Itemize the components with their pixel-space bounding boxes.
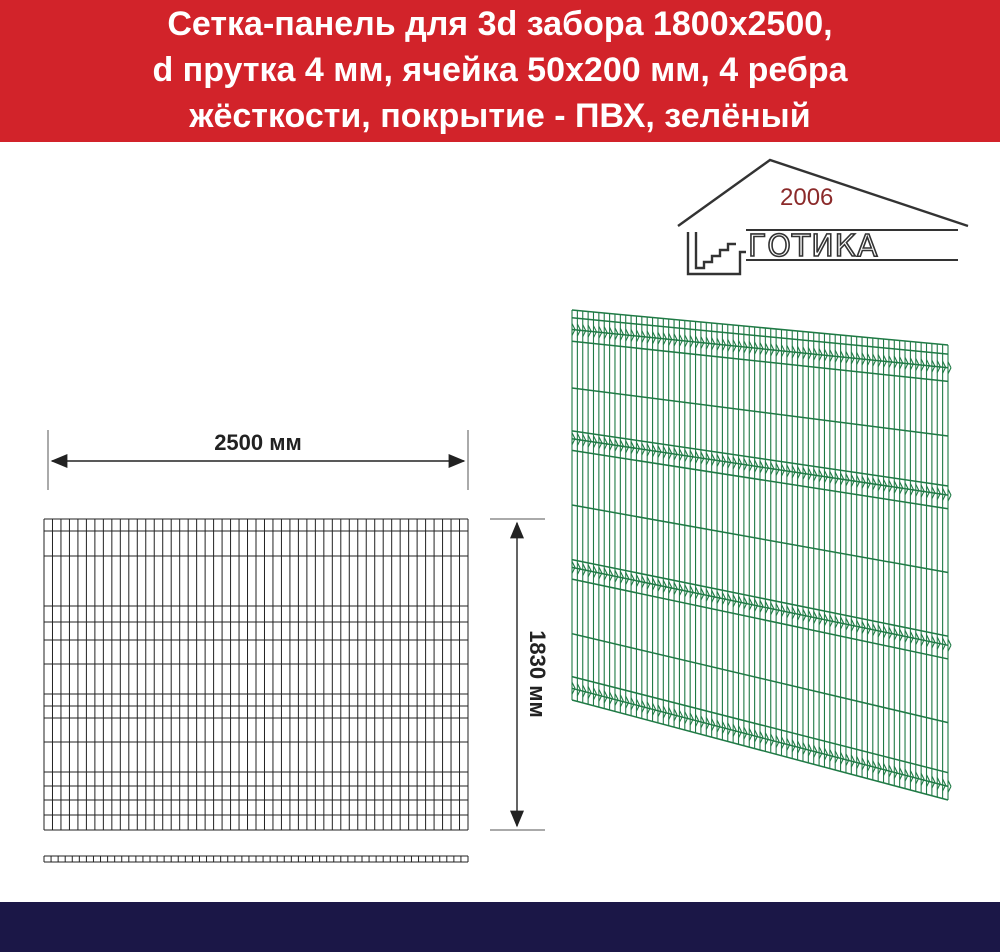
height-label: 1830 мм [525,630,550,718]
logo-year: 2006 [780,184,834,211]
title-line-1: Сетка-панель для 3d забора 1800x2500, [167,5,833,43]
logo-brand: ГОТИКА [748,229,879,264]
title-line-3: жёсткости, покрытие - ПВХ, зелёный [189,97,811,135]
footer-band [0,902,1000,952]
title-line-2: d прутка 4 мм, ячейка 50x200 мм, 4 ребра [152,51,848,89]
green-fence-panel [572,310,951,800]
width-label: 2500 мм [214,430,302,455]
